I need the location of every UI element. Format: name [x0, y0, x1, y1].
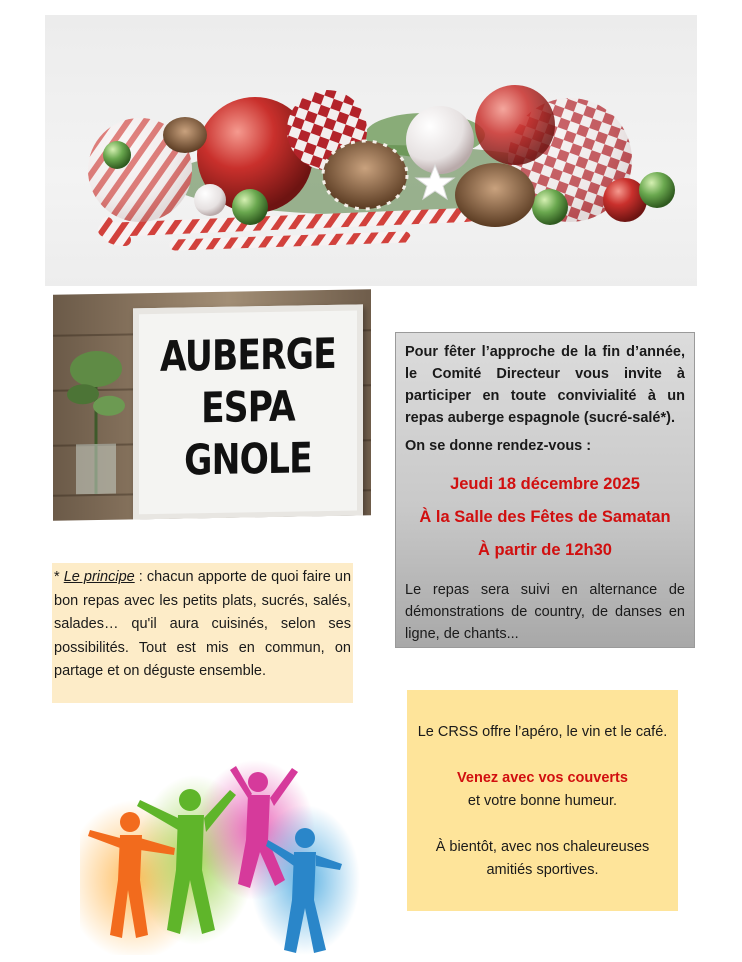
event-date: Jeudi 18 décembre 2025	[450, 475, 640, 493]
humeur-text: et votre bonne humeur.	[467, 793, 618, 809]
sign-line-2: ESPA	[201, 381, 295, 433]
event-place: À la Salle des Fêtes de Samatan	[419, 508, 671, 526]
dancers-image	[80, 760, 360, 955]
principe-title: Le principe	[63, 569, 135, 585]
dancers-illustration	[80, 760, 360, 955]
sign-line-1: AUBERGE	[160, 328, 336, 381]
invitation-intro-text: Pour fêter l’approche de la fin d’année, le Comité Directeur vous invite à participer en toute convivialité à un repas auberge espagnole (sucré-salé*).	[405, 344, 685, 426]
program-text: Le repas sera suivi en alternance de démonstrations de country, de danses en ligne, de chants...	[405, 582, 685, 642]
plant-illustration	[61, 323, 131, 494]
event-time: À partir de 12h30	[478, 541, 612, 559]
footnote-star: *	[54, 569, 64, 585]
crss-offer-box	[407, 690, 678, 911]
invitation-info-box	[395, 332, 695, 648]
principe-text: : chacun apporte de quoi faire un bon repas avec les petits plats, sucrés, salés, salades… qu'il aura cuisinés, selon ses possibilités. Tout est mis en commun, on partage et on déguste ensemble.	[54, 569, 352, 679]
bientot-text: À bientôt, avec nos chaleureuses amitiés sportives.	[435, 839, 650, 878]
principe-note-box	[52, 563, 353, 703]
sign-frame	[133, 304, 363, 520]
sign-line-3: GNOLE	[184, 433, 312, 485]
couverts-text: Venez avec vos couverts	[457, 770, 628, 786]
christmas-ornaments-illustration	[45, 15, 697, 286]
auberge-espagnole-sign-image	[53, 289, 371, 521]
rendezvous-label: On se donne rendez-vous :	[405, 438, 592, 454]
christmas-banner-image	[45, 15, 697, 286]
crss-offer-text: Le CRSS offre l’apéro, le vin et le café.	[417, 724, 668, 740]
